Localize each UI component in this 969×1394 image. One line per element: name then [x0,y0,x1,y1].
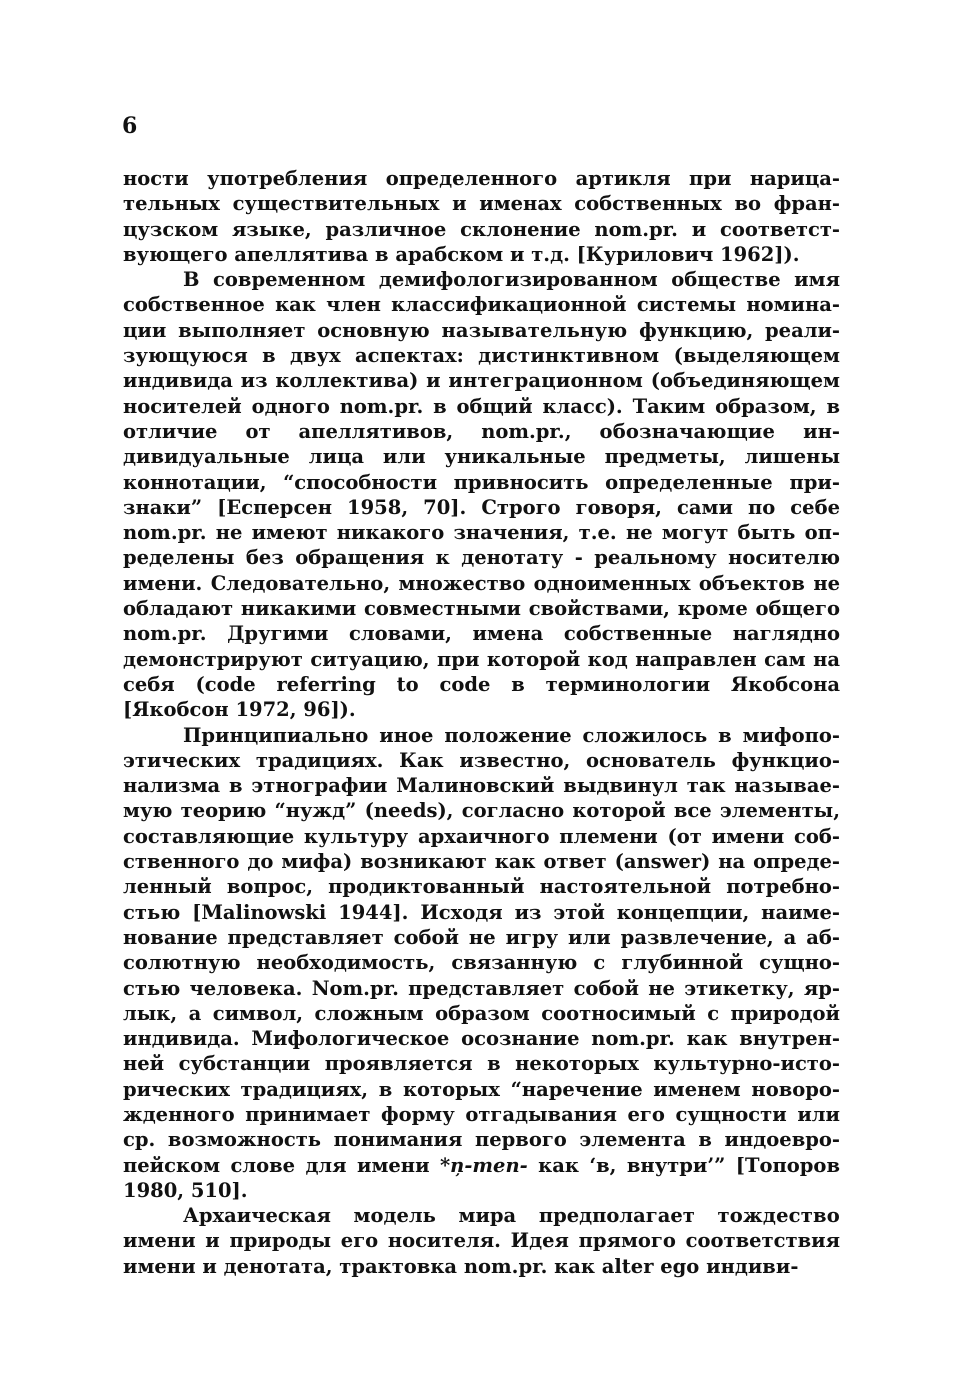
paragraph-3 [123,723,840,1204]
page-number: 6 [122,113,138,139]
proto-form: *ņ-men- [439,1153,528,1177]
paragraph-2-text-3: (выделяющем индивида из коллектива) и [123,344,840,393]
term-denoting: обозначающие [599,419,776,443]
paragraph-2-text-1: В современном демифологизированном обществе имя собственное как член классификационной системы номинации выполняет основную [123,268,840,342]
paragraph-2-text-6: признаки” [Есперсен 1958, 70]. Строго говоря, сами по себе nom.pr. не имеют никакого значения, т.е. не могут быть определены без обращения к денотату - реальному носителю имени. Следовательно, множество одноименных объектов не обладают никакими совместными свойствами, кроме общего nom.pr. Другими словами, имена собственные наглядно демонстрируют ситуацию, при которой код направлен сам на себя (code referring to code в терминологии Якобсона [Якобсон 1972, 96]). [123,470,840,722]
paragraph-3-text-1: Принципиально иное положение сложилось в мифопоэтических традициях. Как известно, основатель функционализма в этнографии Малиновский выдвинул так называемую теорию “нужд” (needs), согласно которой все элементы, составляющие культуру архаичного племени (от имени собственного до мифа) возникают как ответ (answer) на определенный вопрос, продиктованный настоятельной потребностью [Malinowski 1944]. Исходя из этой концепции, наименование представляет собой не игру или развлечение, а абсолютную необходимость, связанную с глубинной сущностью человека. Nom.pr. представляет собой не этикетку, ярлык, а символ, сложным образом соотносимый с природой индивида. Мифологическое осознание nom.pr. как внутренней субстанции проявляется в некоторых культурно-исторических традициях, в которых “наречение именем новорожденного принимает форму отгадывания его сущности или ср. возможность понимания первого элемента в индоевропейском слове для имени [123,723,840,1177]
paragraph-4-text-1: Архаическая модель мира предполагает [183,1204,718,1228]
paragraph-2-text-5: индивидуальные лица или уникальные предметы, лишены коннотации, “способности привносить [123,419,840,494]
paragraph-1-text: ности употребления определенного артикля при нарицательных существительных и именах собственных во французском языке, различное склонение nom.pr. и соответствующего апеллятива в арабском и т.д. [Курилович 1962]). [123,167,840,266]
paragraph-2-text-4: (объединяющем носителей одного nom.pr. в общий класс). Таким образом, в отличие от апеллятивов, nom.pr., [123,369,840,443]
paragraph-4-text-2: имени и природы его носителя. Идея прямого соответствия имени и денотата, трактовка nom.pr. как alter ego индиви- [123,1229,840,1278]
paragraph-1 [123,166,840,267]
body-text [123,166,840,1279]
term-definite: определенные [605,470,773,494]
term-distinctive: дистинктивном [478,344,660,368]
paragraph-2-text-2: функцию, реализующуюся в двух аспектах: [123,318,841,368]
paragraph-3-text-2: как ‘в, внутри’” [Топоров 1980, 510]. [123,1153,840,1202]
term-nominative: назывательную [441,318,628,342]
paragraph-4 [123,1203,840,1279]
term-identity: тождество [717,1204,840,1228]
term-integrative: интеграционном [448,369,644,393]
paragraph-2 [123,267,840,722]
